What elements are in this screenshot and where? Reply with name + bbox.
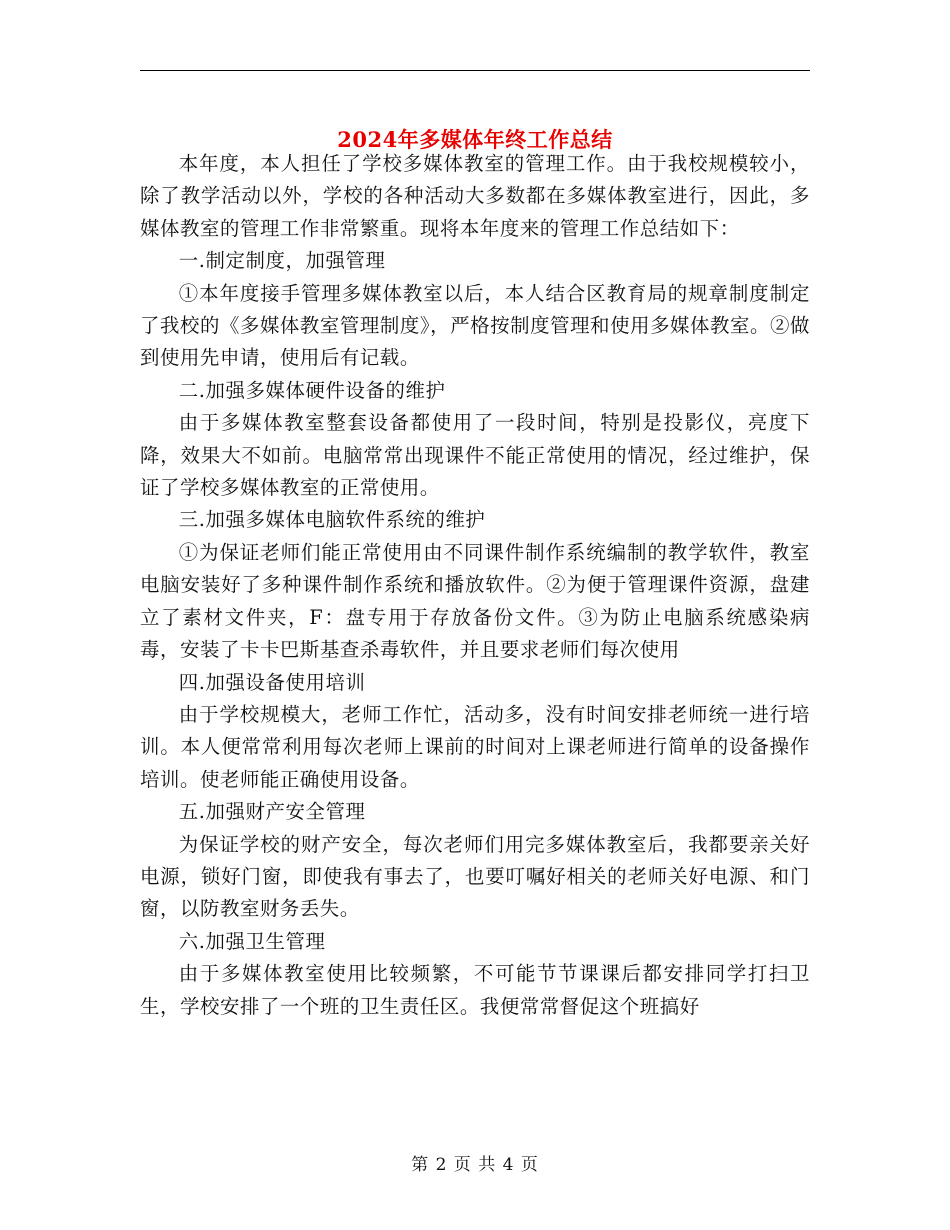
section-5-body: 为保证学校的财产安全，每次老师们用完多媒体教室后，我都要亲关好电源，锁好门窗，即使我有事去了，也要叮嘱好相关的老师关好电源、和门窗，以防教室财务丢失。 bbox=[140, 832, 810, 921]
intro-paragraph: 本年度，本人担任了学校多媒体教室的管理工作。由于我校规模较小，除了教学活动以外，学校的各种活动大多数都在多媒体教室进行，因此，多媒体教室的管理工作非常繁重。现将本年度来的管理工作总结如下： bbox=[140, 152, 810, 240]
section-2-heading: 二.加强多媒体硬件设备的维护 bbox=[178, 378, 446, 402]
section-4-heading: 四.加强设备使用培训 bbox=[178, 670, 366, 694]
section-3-heading: 三.加强多媒体电脑软件系统的维护 bbox=[178, 508, 486, 532]
header-rule bbox=[140, 70, 810, 71]
page-number-footer: 第 2 页 共 4 页 bbox=[411, 1155, 539, 1175]
section-1-heading: 一.制定制度，加强管理 bbox=[178, 249, 386, 273]
section-5-heading: 五.加强财产安全管理 bbox=[178, 800, 366, 824]
document-body bbox=[140, 148, 810, 1023]
section-6-heading: 六.加强卫生管理 bbox=[178, 929, 326, 953]
section-6-body: 由于多媒体教室使用比较频繁，不可能节节课课后都安排同学打扫卫生，学校安排了一个班的卫生责任区。我便常常督促这个班搞好 bbox=[140, 962, 810, 1018]
section-1-body: ①本年度接手管理多媒体教室以后，本人结合区教育局的规章制度制定了我校的《多媒体教室管理制度》，严格按制度管理和使用多媒体教室。②做到使用先申请，使用后有记载。 bbox=[140, 281, 810, 370]
section-4-body: 由于学校规模大，老师工作忙，活动多，没有时间安排老师统一进行培训。本人便常常利用每次老师上课前的时间对上课老师进行简单的设备操作培训。使老师能正确使用设备。 bbox=[140, 702, 810, 791]
section-3-body: ①为保证老师们能正常使用由不同课件制作系统编制的教学软件，教室电脑安装好了多种课件制作系统和播放软件。②为便于管理课件资源，盘建立了素材文件夹，F：盘专用于存放备份文件。③为防止电脑系统感染病毒，安装了卡卡巴斯基查杀毒软件，并且要求老师们每次使用 bbox=[140, 540, 810, 662]
section-2-body: 由于多媒体教室整套设备都使用了一段时间，特别是投影仪，亮度下降，效果大不如前。电脑常常出现课件不能正常使用的情况，经过维护，保证了学校多媒体教室的正常使用。 bbox=[140, 411, 810, 500]
document-title: 2024年多媒体年终工作总结 bbox=[337, 127, 613, 153]
